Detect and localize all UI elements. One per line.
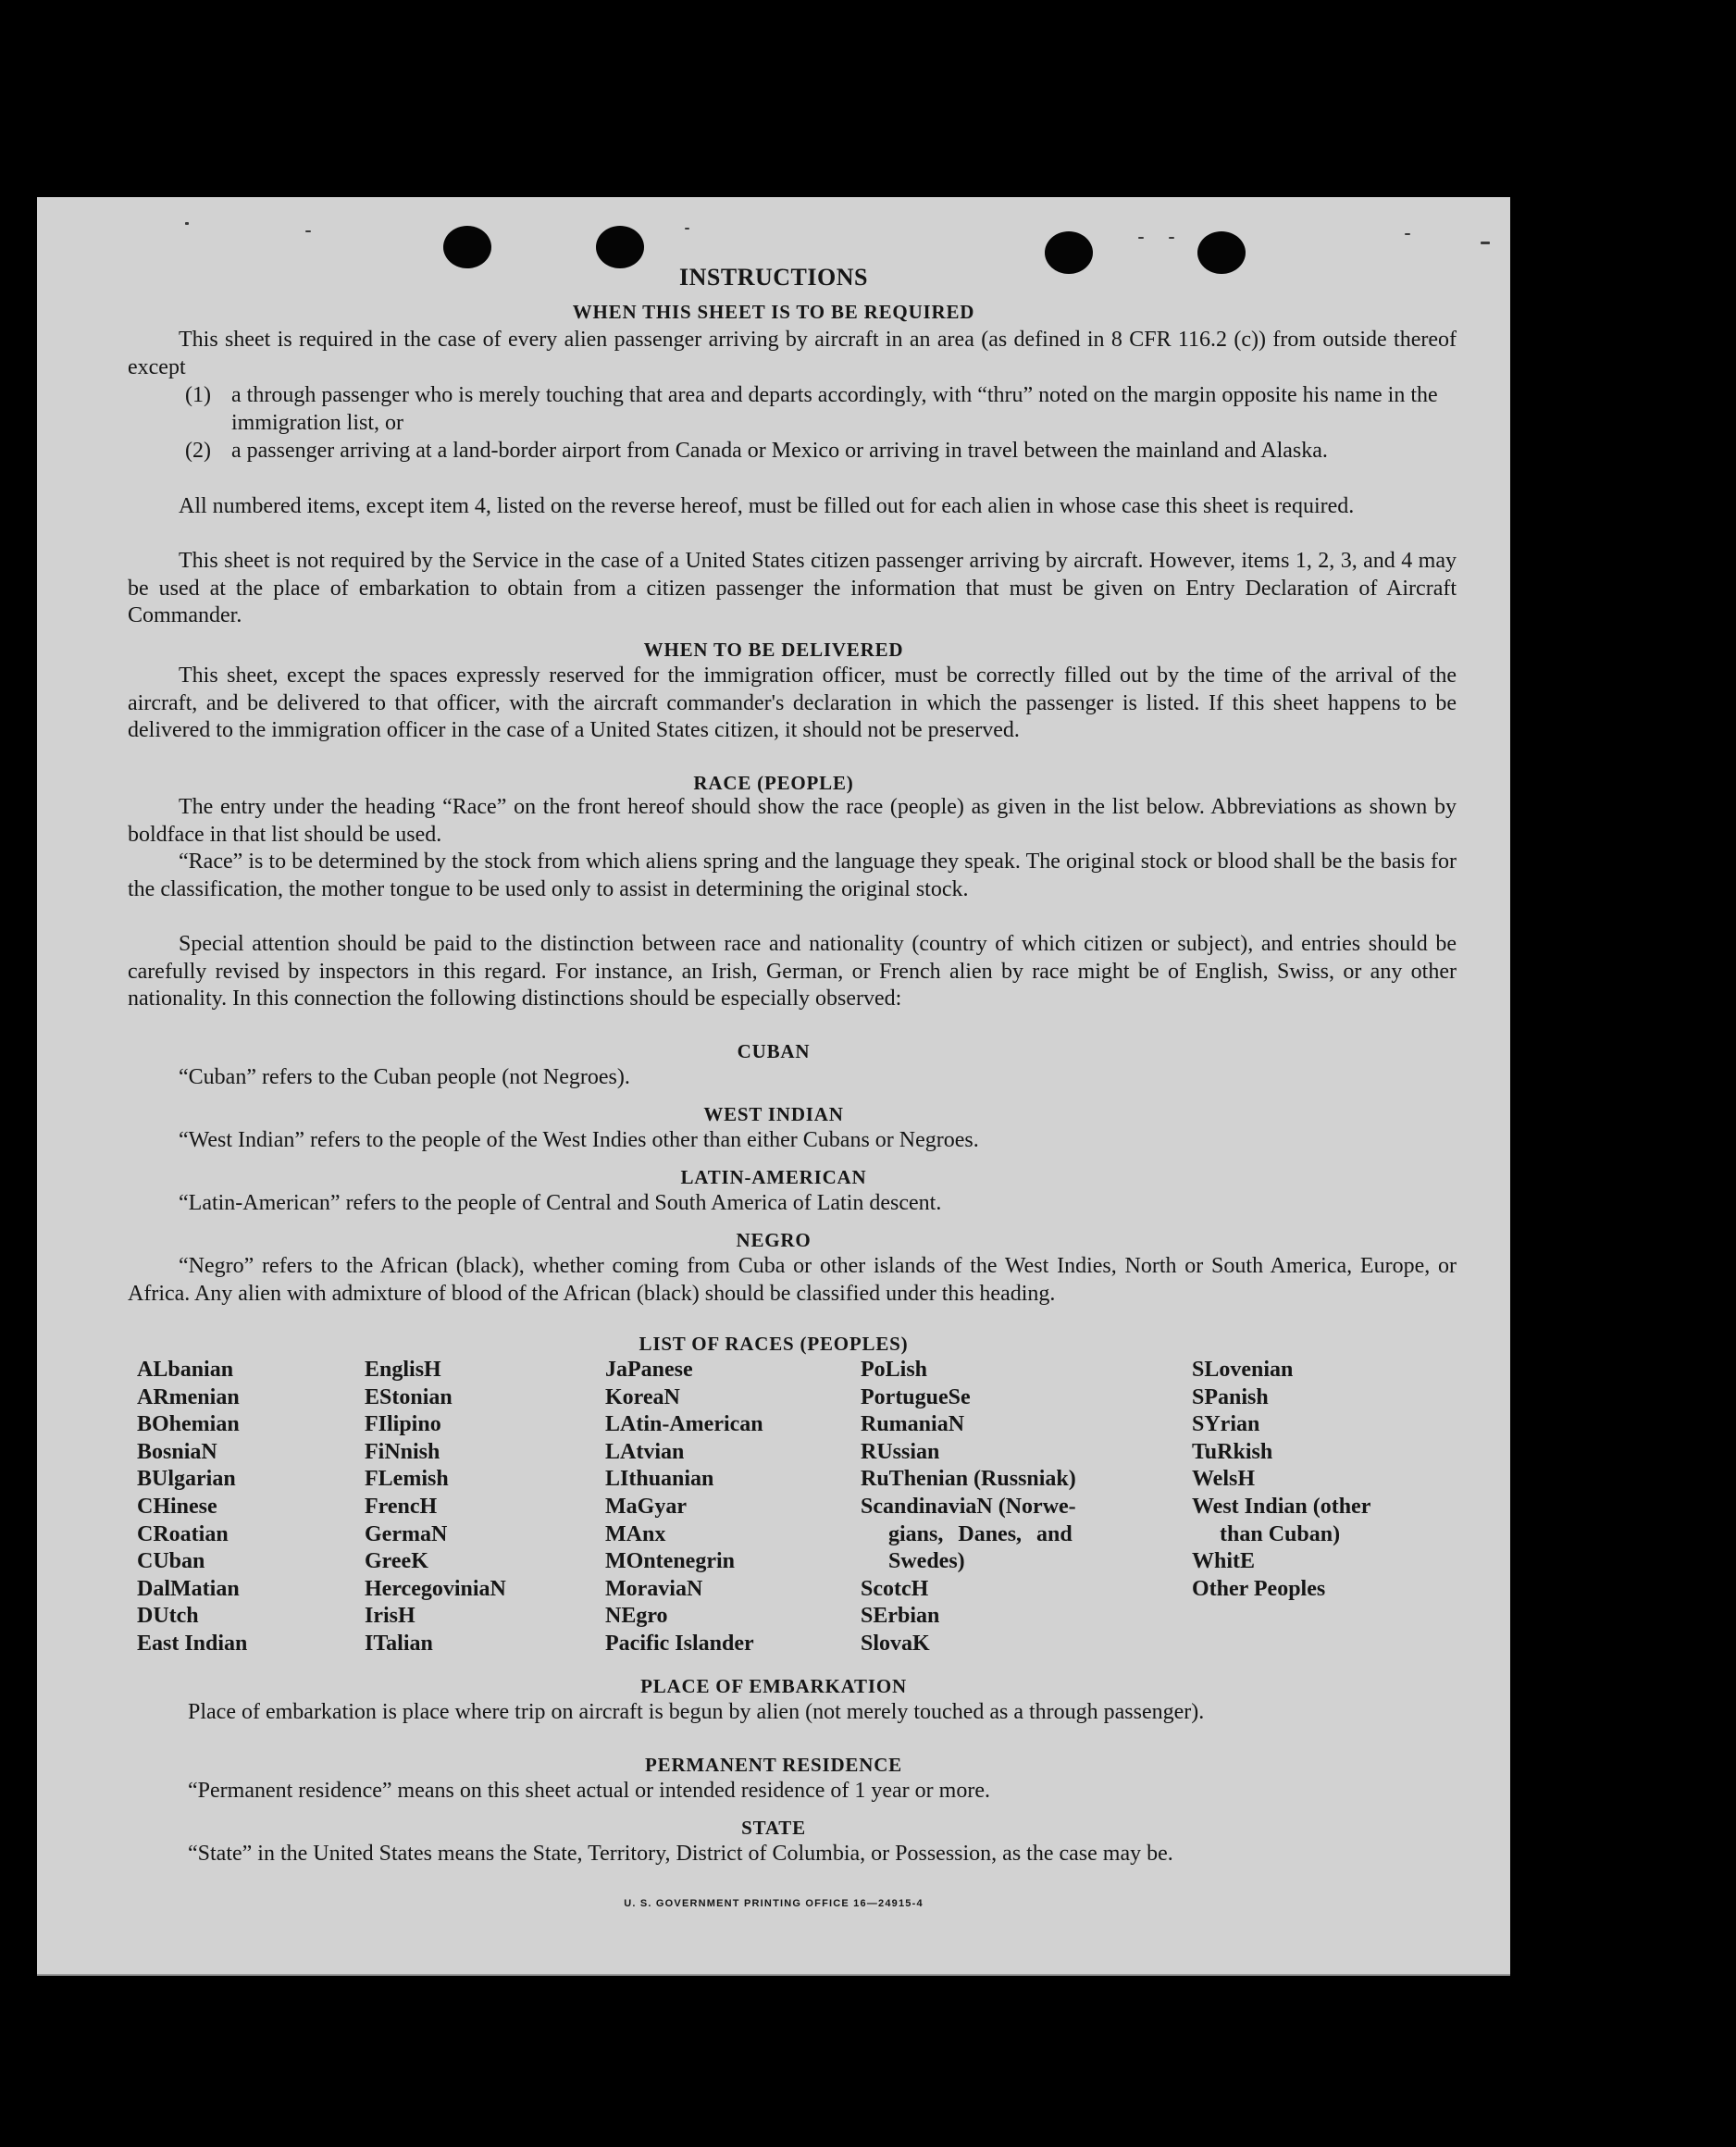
race-item: ALbanian [137, 1358, 234, 1382]
race-item: Swedes) [888, 1549, 965, 1574]
race-item: FIlipino [365, 1412, 441, 1437]
paragraph: “West Indian” refers to the people of the West Indies other than either Cubans or Negroes. [179, 1128, 979, 1152]
race-item: WhitE [1192, 1549, 1256, 1574]
race-list-column [861, 1357, 1076, 1658]
section-heading: WHEN THIS SHEET IS TO BE REQUIRED [572, 301, 975, 323]
scan-speck [185, 222, 189, 225]
race-item: ScandinaviaN (Norwe- [861, 1494, 1076, 1519]
race-item: PortugueSe [861, 1384, 971, 1409]
paragraph: “Permanent residence” means on this sheet actual or intended residence of 1 year or more. [188, 1779, 990, 1803]
race-item: EStonian [365, 1384, 453, 1409]
race-item: RumaniaN [861, 1412, 965, 1437]
race-item: TuRkish [1192, 1439, 1273, 1464]
race-item: CRoatian [137, 1521, 229, 1546]
race-item: MAnx [605, 1521, 666, 1546]
list-item [185, 382, 1457, 437]
race-item: FrencH [365, 1494, 438, 1519]
race-item: ScotcH [861, 1576, 929, 1601]
race-item: DalMatian [137, 1576, 240, 1601]
race-item: PoLish [861, 1358, 928, 1382]
race-item: MoraviaN [605, 1576, 703, 1601]
paragraph: This sheet, except the spaces expressly reserved for the immigration officer, must be correctly filled out by the time of the arrival of the aircraft, and be delivered to that officer, with the aircraft commander's declaration in which the passenger is listed. If this sheet happens to be delivered to the immigration officer in the case of a United States citizen, it should not be preserved. [128, 664, 1457, 743]
section-heading: WHEN TO BE DELIVERED [643, 639, 904, 661]
paragraph: “State” in the United States means the State, Territory, District of Columbia, or Possession, as the case may be. [188, 1842, 1173, 1866]
race-item: NEgro [605, 1604, 668, 1629]
paragraph: “Negro” refers to the African (black), whether coming from Cuba or other islands of the West Indies, North or South America, Europe, or Africa. Any alien with admixture of blood of the African (black) should be classified under this heading. [128, 1254, 1457, 1306]
race-item: ITalian [365, 1631, 433, 1656]
document-page [37, 197, 1510, 1974]
race-item: FiNnish [365, 1439, 440, 1464]
race-item: CUban [137, 1549, 205, 1574]
scan-speck [1138, 237, 1144, 239]
race-item: RUssian [861, 1439, 940, 1464]
race-item: MOntenegrin [605, 1549, 735, 1574]
paragraph: “Latin-American” refers to the people of Central and South America of Latin descent. [179, 1191, 942, 1215]
race-item: West Indian (other [1192, 1494, 1371, 1519]
race-item: GermaN [365, 1521, 448, 1546]
race-item: SErbian [861, 1604, 940, 1629]
scan-speck [1405, 233, 1410, 235]
section-heading: NEGRO [736, 1229, 812, 1251]
race-item: Other Peoples [1192, 1576, 1326, 1601]
race-list-column [1192, 1357, 1370, 1603]
paragraph: “Cuban” refers to the Cuban people (not Negroes). [179, 1065, 630, 1089]
item-text: a through passenger who is merely touching that area and departs accordingly, with “thru” noted on the margin opposite his name in the immigration list, or [231, 383, 1438, 435]
section-heading: LATIN-AMERICAN [680, 1166, 867, 1188]
race-list-column [365, 1357, 506, 1658]
paragraph: Place of embarkation is place where trip on aircraft is begun by alien (not merely touched as a through passenger). [188, 1700, 1205, 1724]
race-item: BosniaN [137, 1439, 217, 1464]
section-heading: WEST INDIAN [703, 1103, 844, 1125]
race-item: HercegoviniaN [365, 1576, 506, 1601]
section-heading: LIST OF RACES (PEOPLES) [639, 1333, 909, 1355]
race-item: BUlgarian [137, 1467, 236, 1492]
race-item: DUtch [137, 1604, 199, 1629]
paragraph: The entry under the heading “Race” on the front hereof should show the race (people) as given in the list below. Abbreviations as shown by boldface in that list should be used. [128, 795, 1457, 847]
race-item: LAtvian [605, 1439, 685, 1464]
section-heading: PLACE OF EMBARKATION [640, 1675, 907, 1697]
race-item: MaGyar [605, 1494, 687, 1519]
race-item: East Indian [137, 1631, 248, 1656]
item-text: a passenger arriving at a land-border airport from Canada or Mexico or arriving in travel between the mainland and Alaska. [231, 439, 1328, 463]
race-item: IrisH [365, 1604, 415, 1629]
punch-hole [596, 226, 644, 268]
section-heading: RACE (PEOPLE) [693, 772, 854, 794]
race-item: ARmenian [137, 1384, 240, 1409]
item-number: (1) [185, 383, 211, 407]
race-item: WelsH [1192, 1467, 1256, 1492]
item-number: (2) [185, 439, 211, 463]
race-item: SYrian [1192, 1412, 1260, 1437]
race-item: JaPanese [605, 1358, 693, 1382]
race-item: than Cuban) [1220, 1521, 1341, 1546]
race-item: GreeK [365, 1549, 428, 1574]
race-list-column [137, 1357, 247, 1658]
printer-imprint: U. S. GOVERNMENT PRINTING OFFICE 16—24915-4 [624, 1898, 924, 1909]
paragraph: “Race” is to be determined by the stock from which aliens spring and the language they speak. The original stock or blood shall be the basis for the classification, the mother tongue to be used only to assist in determining the original stock. [128, 850, 1457, 901]
race-item: FLemish [365, 1467, 449, 1492]
section-heading: STATE [741, 1817, 806, 1839]
paragraph: Special attention should be paid to the distinction between race and nationality (country of which citizen or subject), and entries should be carefully revised by inspectors in this regard. For instance, an Irish, German, or French alien by race might be of English, Swiss, or any other nationality. In this connection the following distinctions should be especially observed: [128, 932, 1457, 1011]
race-item: RuThenian (Russniak) [861, 1467, 1076, 1492]
race-item: Pacific Islander [605, 1631, 754, 1656]
race-item: EnglisH [365, 1358, 441, 1382]
scan-speck [1481, 242, 1490, 244]
race-item: SPanish [1192, 1384, 1269, 1409]
page-title: INSTRUCTIONS [679, 264, 868, 291]
paragraph: This sheet is not required by the Service in the case of a United States citizen passenger arriving by aircraft. However, items 1, 2, 3, and 4 may be used at the place of embarkation to obtain from a citizen passenger the information that must be given on Entry Declaration of Aircraft Commander. [128, 549, 1457, 628]
scan-speck [685, 228, 689, 230]
section-heading: PERMANENT RESIDENCE [645, 1754, 902, 1776]
section-heading: CUBAN [737, 1040, 811, 1062]
race-item: KoreaN [605, 1384, 680, 1409]
race-item: CHinese [137, 1494, 217, 1519]
race-item: SlovaK [861, 1631, 930, 1656]
race-item: LAtin-American [605, 1412, 763, 1437]
race-item: BOhemian [137, 1412, 240, 1437]
scan-speck [305, 230, 311, 232]
paragraph: This sheet is required in the case of every alien passenger arriving by aircraft in an area (as defined in 8 CFR 116.2 (c)) from outside thereof except [128, 328, 1457, 379]
race-item: gians, Danes, and [888, 1521, 1073, 1546]
page-edge [37, 1974, 1510, 1976]
list-item [185, 438, 1457, 465]
race-item: LIthuanian [605, 1467, 714, 1492]
race-list-column [605, 1357, 763, 1658]
race-item: SLovenian [1192, 1358, 1294, 1382]
paragraph: All numbered items, except item 4, listed on the reverse hereof, must be filled out for each alien in whose case this sheet is required. [179, 494, 1355, 518]
punch-hole [443, 226, 491, 268]
scan-speck [1169, 237, 1174, 239]
